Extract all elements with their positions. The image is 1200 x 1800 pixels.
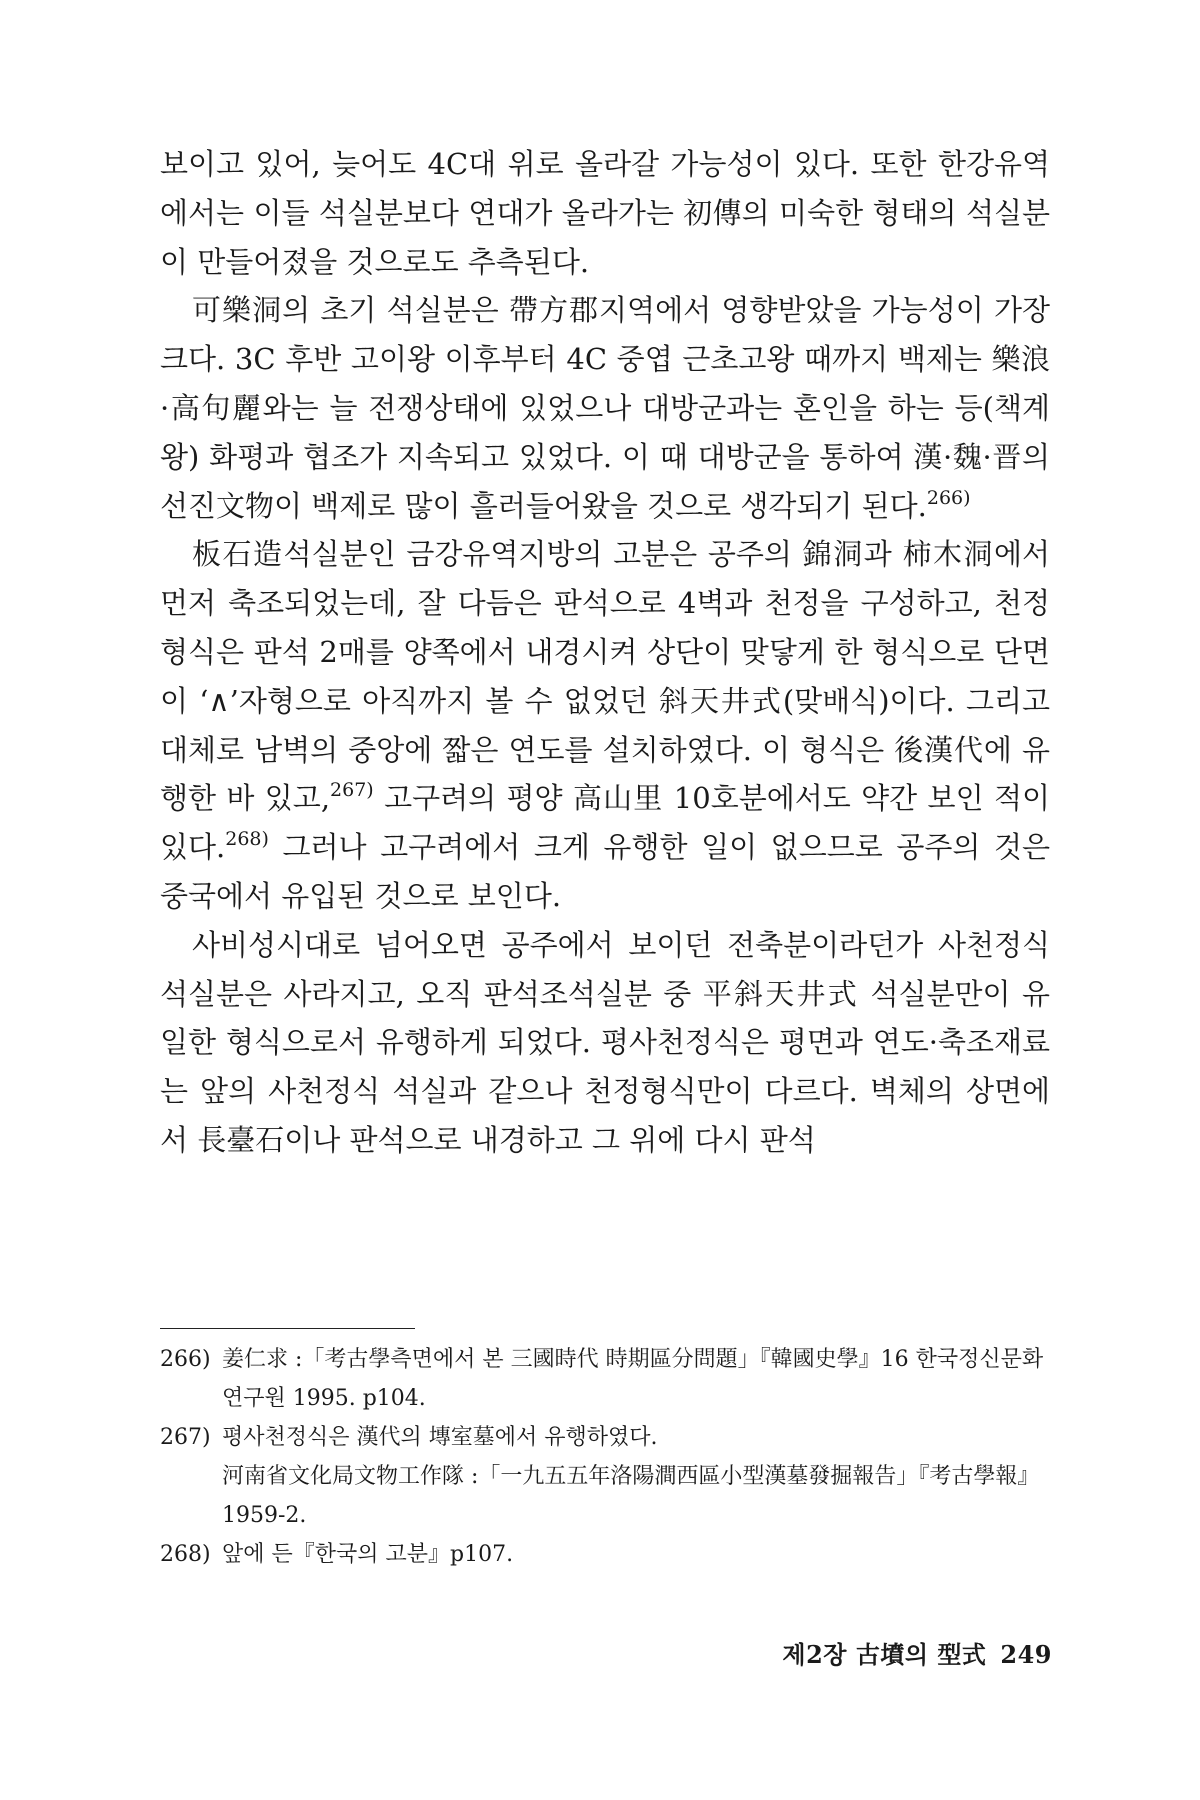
footnote-text: 姜仁求 :「考古學측면에서 본 三國時代 時期區分問題」『韓國史學』16 한국정신문화연구원 1995. p104. — [222, 1347, 1044, 1411]
footnote-number: 266) — [160, 1347, 211, 1372]
footnote-reference: 266) — [926, 486, 971, 509]
footnote-divider — [160, 1328, 415, 1329]
body-paragraph — [160, 530, 1050, 920]
page-footer — [782, 1635, 1052, 1670]
footnote-body — [222, 1418, 1050, 1535]
footnote-reference: 268) — [225, 828, 269, 851]
paragraph-text: 사비성시대로 넘어오면 공주에서 보이던 전축분이라던가 사천정식 석실분은 사라지고, 오직 판석조석실분 중 平斜天井式 석실분만이 유일한 형식으로서 유행하게 되었다. 평사천정식은 평면과 연도·축조재료는 앞의 사천정식 석실과 같으나 천정형식만이 다르다. 벽체의 상면에서 長臺石이나 판석으로 내경하고 그 위에 다시 판석 — [160, 927, 1050, 1157]
footnote-text: 河南省文化局文物工作隊 :「一九五五年洛陽澗西區小型漢墓發掘報告」『考古學報』1959-2. — [222, 1464, 1040, 1528]
body-text — [160, 140, 1050, 1165]
footnote-body — [222, 1340, 1050, 1418]
footnote-text: 평사천정식은 漢代의 塼室墓에서 유행하였다. — [222, 1425, 658, 1450]
footnote-body — [222, 1535, 1050, 1574]
running-chapter-title: 제2장 古墳의 型式 — [782, 1640, 987, 1669]
footnotes — [160, 1340, 1050, 1574]
footnote-text: 앞에 든『한국의 고분』p107. — [222, 1542, 514, 1567]
paragraph-text: 板石造석실분인 금강유역지방의 고분은 공주의 錦洞과 柿木洞에서 먼저 축조되었는데, 잘 다듬은 판석으로 4벽과 천정을 구성하고, 천정형식은 판석 2매를 양쪽에서 내경시켜 상단이 맞닿게 한 형식으로 단면이 ‘∧’자형으로 아직까지 볼 수 없었던 斜天井式(맞배식)이다. 그리고 대체로 남벽의 중앙에 짧은 연도를 설치하였다. 이 형식은 後漢代에 유행한 바 있고, — [160, 537, 1050, 816]
body-paragraph — [160, 140, 1050, 286]
paragraph-text: 고구려의 평양 高山里 10호분에서도 약간 보인 적이 있다. — [160, 781, 1050, 865]
page-number: 249 — [1000, 1640, 1052, 1669]
paragraph-text: 可樂洞의 초기 석실분은 帶方郡지역에서 영향받았을 가능성이 가장 크다. 3C 후반 고이왕 이후부터 4C 중엽 근초고왕 때까지 백제는 樂浪·高句麗와는 늘 전쟁상태에 있었으나 대방군과는 혼인을 하는 등(책계왕) 화평과 협조가 지속되고 있었다. 이 때 대방군을 통하여 漢·魏·晋의 선진文物이 백제로 많이 흘러들어왔을 것으로 생각되기 된다. — [160, 293, 1050, 523]
footnote — [160, 1340, 1050, 1418]
footnote — [160, 1535, 1050, 1574]
paragraph-text: 보이고 있어, 늦어도 4C대 위로 올라갈 가능성이 있다. 또한 한강유역에서는 이들 석실분보다 연대가 올라가는 初傳의 미숙한 형태의 석실분이 만들어졌을 것으로도 추측된다. — [160, 147, 1050, 279]
footnote — [160, 1418, 1050, 1535]
body-paragraph — [160, 286, 1050, 530]
footnote-number: 268) — [160, 1542, 211, 1567]
footnote-number: 267) — [160, 1425, 211, 1450]
footnote-reference: 267) — [330, 779, 374, 802]
paragraph-text: 그러나 고구려에서 크게 유행한 일이 없으므로 공주의 것은 중국에서 유입된 것으로 보인다. — [160, 830, 1050, 913]
body-paragraph — [160, 921, 1050, 1165]
